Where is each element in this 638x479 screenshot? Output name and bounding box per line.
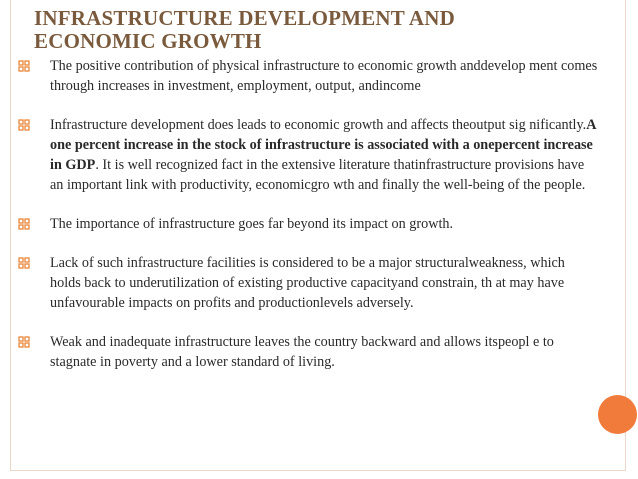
bullet-item-1 xyxy=(18,56,598,96)
orange-circle-decoration xyxy=(598,395,637,434)
bullet-icon xyxy=(18,257,30,269)
slide-title-line-2: ECONOMIC GROWTH xyxy=(34,29,262,53)
bullet-text: The importance of infrastructure goes far beyond its impact on growth. xyxy=(50,216,454,232)
bullet-item-5 xyxy=(18,332,598,372)
bullet-item-2 xyxy=(18,115,598,195)
bullet-text: Lack of such infrastructure facilities is considered to be a major structuralweakness, which holds back to underutilization of existing productive capacityand constrain, th at may have unfavourable impacts on profits and productionlevels adversely. xyxy=(50,255,565,311)
bullet-text: Weak and inadequate infrastructure leaves the country backward and allows itspeopl e to stagnate in poverty and a lower standard of living. xyxy=(50,334,554,370)
bullet-text: The positive contribution of physical infrastructure to economic growth anddevelop ment comes through increases in investment, employment, output, andincome xyxy=(50,58,598,94)
bullet-text-bold: A one percent increase in the stock of infrastructure is associated with a onepercent increase in GDP xyxy=(50,117,596,173)
slide-title-line-1: INFRASTRUCTURE DEVELOPMENT AND xyxy=(34,6,455,30)
bullet-icon xyxy=(18,218,30,230)
bullet-item-3 xyxy=(18,214,598,234)
slide-title xyxy=(34,7,594,53)
bullet-text-after: . It is well recognized fact in the extensive literature thatinfrastructure provisions have an important link with productivity, economicgro wth and finally the well-being of the people. xyxy=(50,157,586,193)
bullet-icon xyxy=(18,119,30,131)
bullet-text-before: Infrastructure development does leads to economic growth and affects theoutput sig nificantly. xyxy=(50,117,587,133)
bullet-list xyxy=(18,56,598,372)
bullet-item-4 xyxy=(18,253,598,313)
bullet-icon xyxy=(18,60,30,72)
bullet-icon xyxy=(18,336,30,348)
